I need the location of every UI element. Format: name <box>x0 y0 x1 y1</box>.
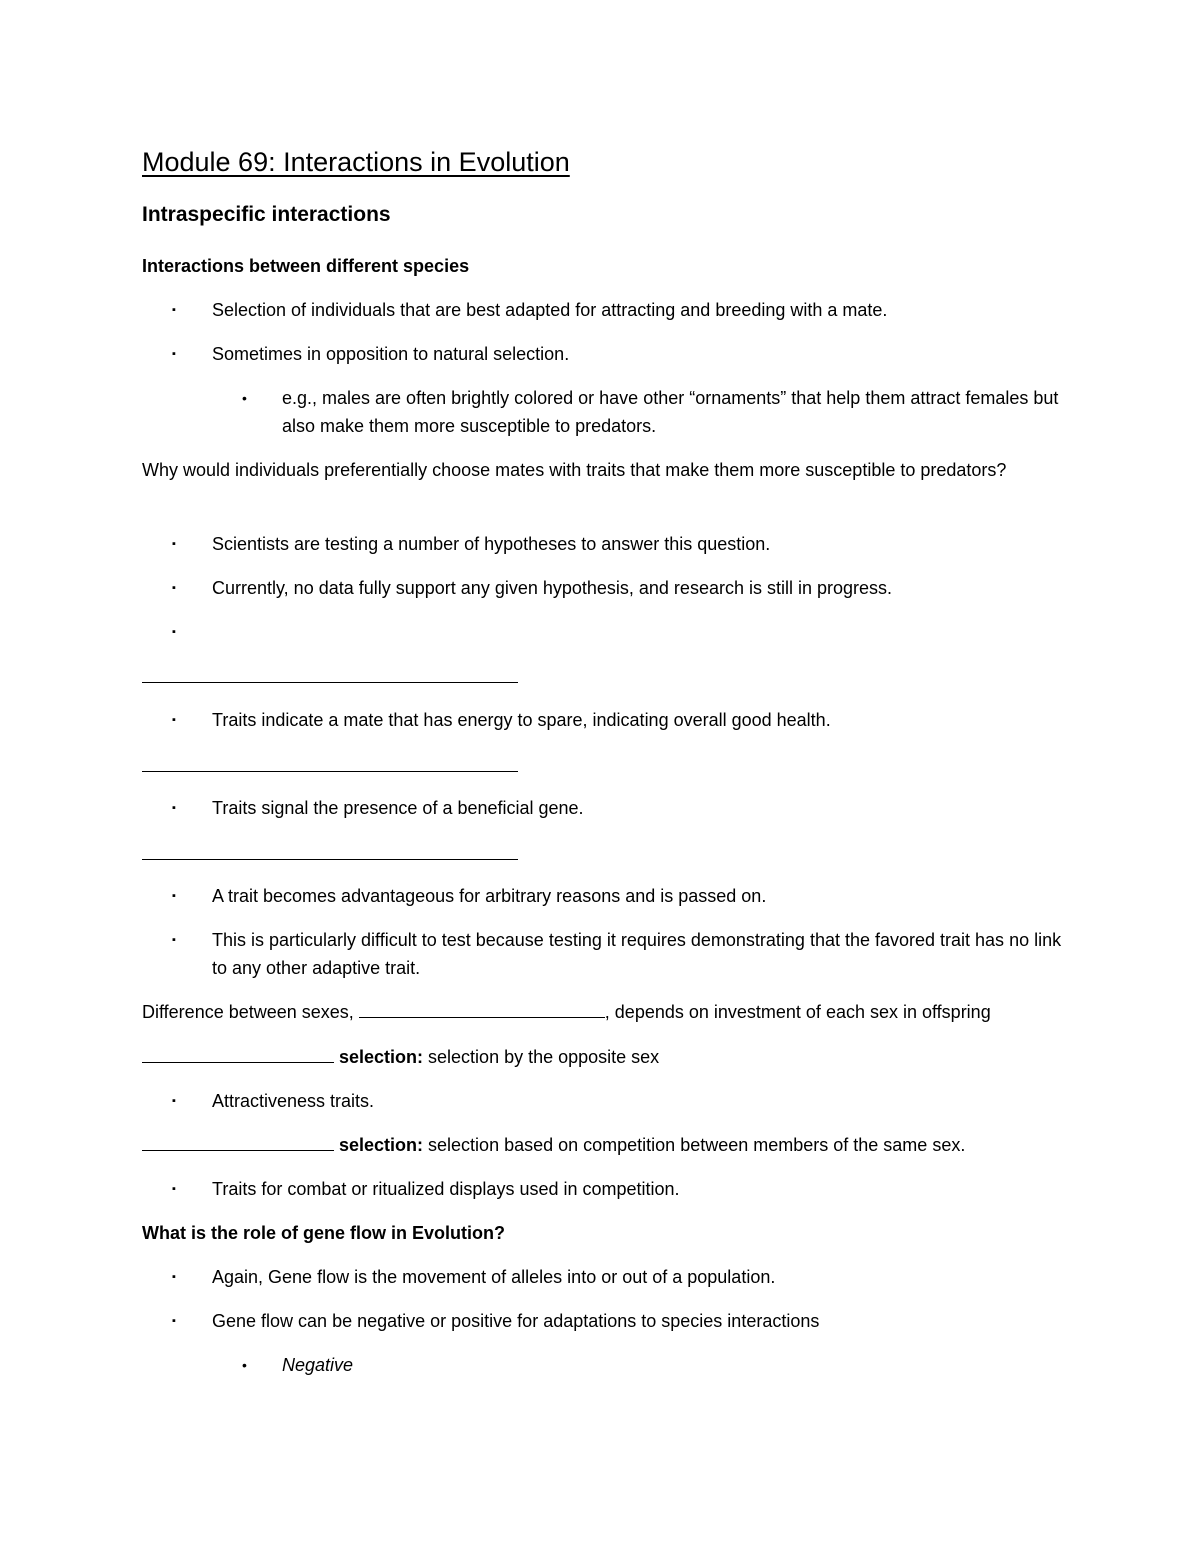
list-item <box>172 1087 1072 1115</box>
question-text: Why would individuals preferentially choose mates with traits that make them more susceptible to predators? <box>142 460 1007 480</box>
square-bullet-icon: ▪ <box>172 1183 176 1195</box>
sub-list-item <box>242 384 1072 440</box>
dot-bullet-icon: • <box>242 1357 247 1373</box>
list-item-text: Traits for combat or ritualized displays used in competition. <box>212 1179 680 1199</box>
list-item <box>172 882 1072 910</box>
intrasexual-text: selection based on competition between members of the same sex. <box>423 1135 966 1155</box>
square-bullet-icon: ▪ <box>172 626 176 638</box>
section-heading: Intraspecific interactions <box>142 203 391 226</box>
list-item <box>172 1263 1072 1291</box>
dot-bullet-icon: • <box>242 390 247 406</box>
list-item <box>172 706 1072 734</box>
list-item-text: Sometimes in opposition to natural selection. <box>212 344 570 364</box>
list-item-text: Selection of individuals that are best adapted for attracting and breeding with a mate. <box>212 300 888 320</box>
square-bullet-icon: ▪ <box>172 934 176 946</box>
gene-flow-question: What is the role of gene flow in Evolution? <box>142 1223 505 1243</box>
square-bullet-icon: ▪ <box>172 1095 176 1107</box>
square-bullet-icon: ▪ <box>172 538 176 550</box>
list-item-text: Traits signal the presence of a beneficial gene. <box>212 798 584 818</box>
page-title: Module 69: Interactions in Evolution <box>142 147 570 177</box>
intrasexual-label: selection: <box>334 1135 424 1155</box>
fill-in-blank <box>142 1044 334 1063</box>
list-item <box>172 1307 1072 1335</box>
difference-suffix: , depends on investment of each sex in offspring <box>604 1002 991 1022</box>
list-item-text: Again, Gene flow is the movement of alleles into or out of a population. <box>212 1267 776 1287</box>
square-bullet-icon: ▪ <box>172 582 176 594</box>
intersexual-label: selection: <box>334 1047 424 1067</box>
square-bullet-icon: ▪ <box>172 1315 176 1327</box>
list-item-text: A trait becomes advantageous for arbitrary reasons and is passed on. <box>212 886 767 906</box>
blank-line <box>142 771 518 772</box>
difference-prefix: Difference between sexes, <box>142 1002 359 1022</box>
sub-list-item-text: Negative <box>282 1355 354 1375</box>
list-item-text: Scientists are testing a number of hypotheses to answer this question. <box>212 534 771 554</box>
list-item <box>172 794 1072 822</box>
intersexual-text: selection by the opposite sex <box>423 1047 660 1067</box>
sub-list-item <box>242 1351 1072 1379</box>
sub-list-item-text: e.g., males are often brightly colored or have other “ornaments” that help them attract females but also make them more susceptible to predators. <box>282 388 1059 436</box>
list-item <box>172 296 1072 324</box>
square-bullet-icon: ▪ <box>172 714 176 726</box>
list-item-text: Currently, no data fully support any given hypothesis, and research is still in progress. <box>212 578 893 598</box>
intrasexual-line <box>142 1131 965 1159</box>
list-item <box>172 340 1072 368</box>
square-bullet-icon: ▪ <box>172 802 176 814</box>
difference-line <box>142 998 991 1026</box>
list-item-text: This is particularly difficult to test because testing it requires demonstrating that the favored trait has no link to any other adaptive trait. <box>212 930 1062 978</box>
square-bullet-icon: ▪ <box>172 890 176 902</box>
list-item <box>172 1175 1072 1203</box>
list-item <box>172 926 1072 982</box>
blank-line <box>142 859 518 860</box>
square-bullet-icon: ▪ <box>172 304 176 316</box>
intersexual-line <box>142 1043 659 1071</box>
list-item-text: Attractiveness traits. <box>212 1091 375 1111</box>
blank-line <box>142 682 518 683</box>
fill-in-blank <box>359 999 605 1018</box>
subheading: Interactions between different species <box>142 256 470 276</box>
list-item <box>172 530 1072 558</box>
square-bullet-icon: ▪ <box>172 1271 176 1283</box>
list-item-text: Gene flow can be negative or positive for adaptations to species interactions <box>212 1311 820 1331</box>
square-bullet-icon: ▪ <box>172 348 176 360</box>
fill-in-blank <box>142 1132 334 1151</box>
list-item <box>172 574 1072 602</box>
list-item-text: Traits indicate a mate that has energy to spare, indicating overall good health. <box>212 710 831 730</box>
